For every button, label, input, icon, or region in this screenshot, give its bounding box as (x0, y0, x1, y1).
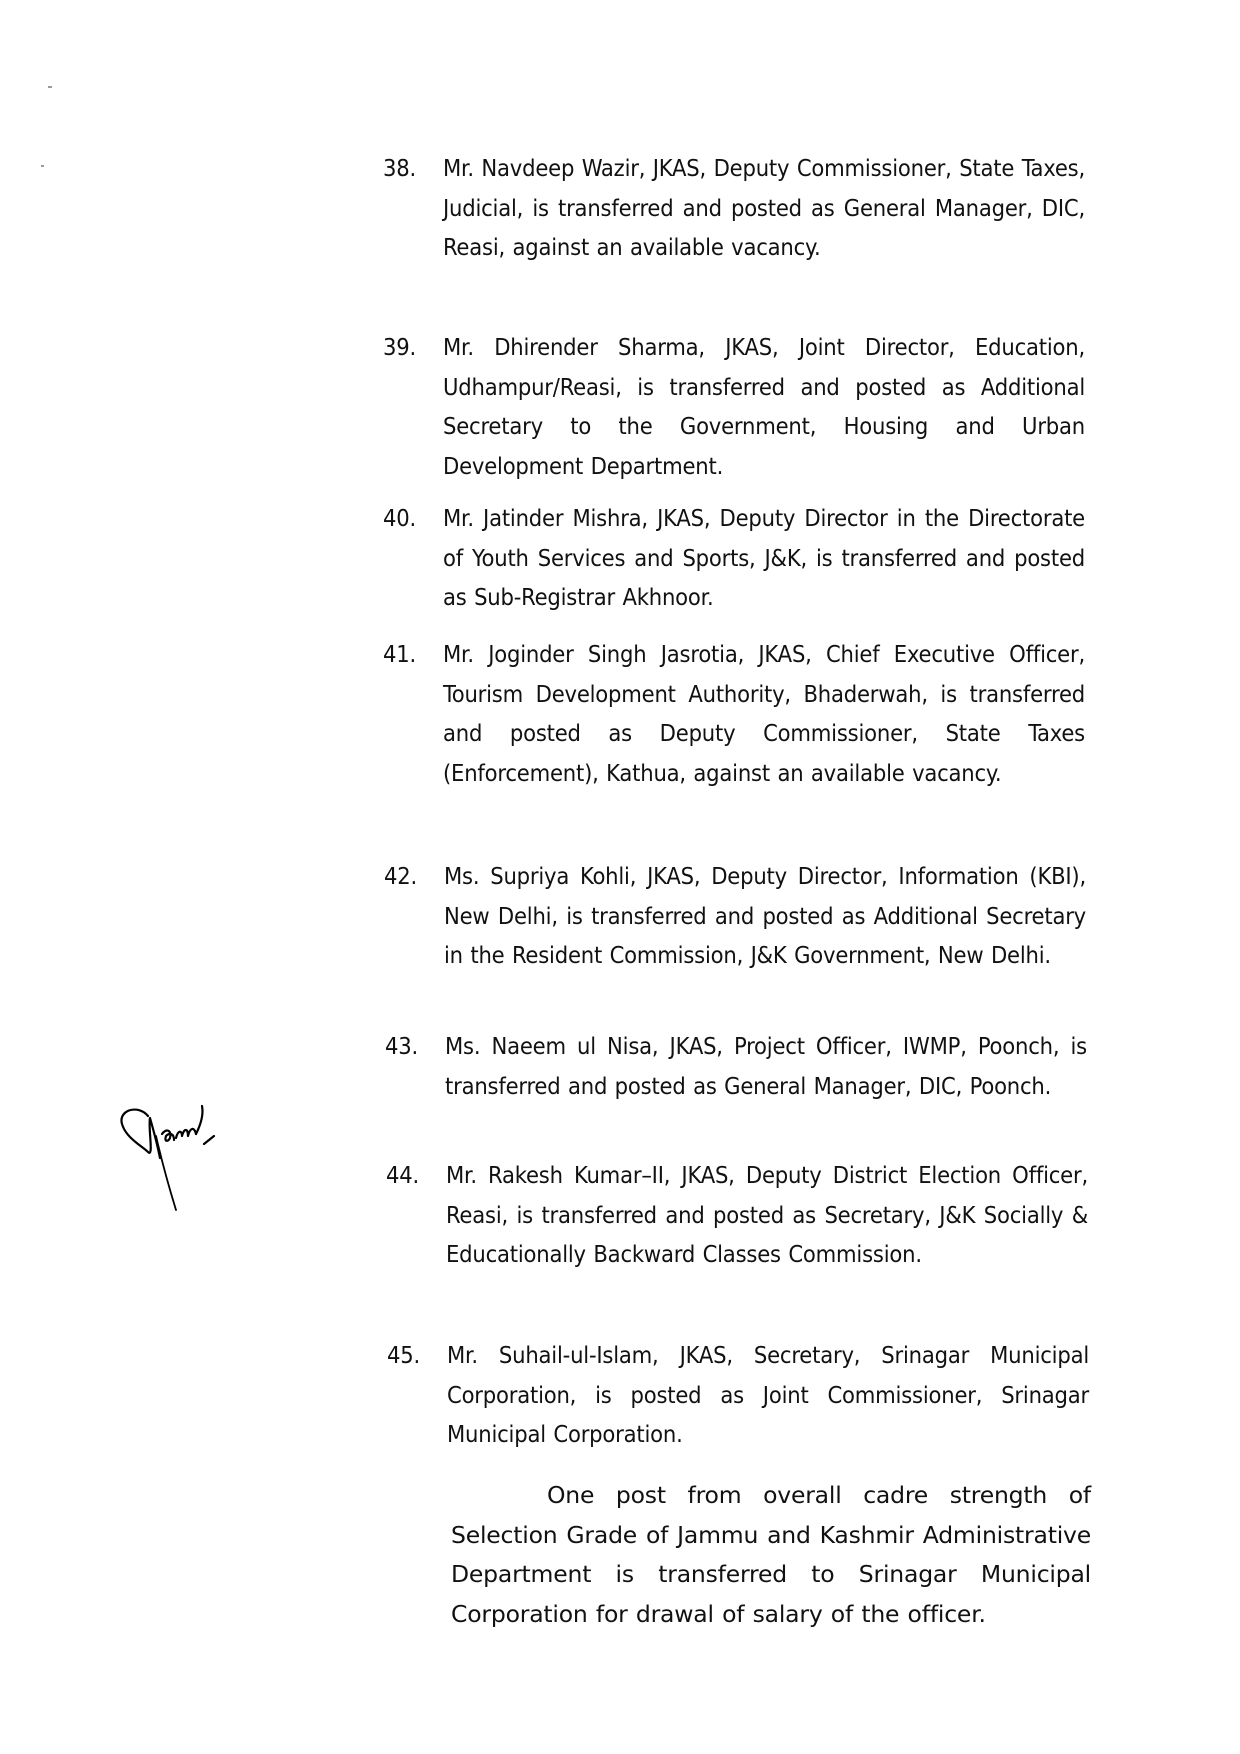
item-text: Mr. Jatinder Mishra, JKAS, Deputy Director in the Directorate of Youth Services and Sports, J&K, is transferred and posted as Sub-Registrar Akhnoor. (443, 504, 1085, 612)
list-item-43 (385, 1027, 1087, 1106)
list-item-42 (384, 857, 1086, 976)
item-text: Ms. Supriya Kohli, JKAS, Deputy Director, Information (KBI), New Delhi, is transferred and posted as Additional Secretary in the Resident Commission, J&K Government, New Delhi. (444, 862, 1086, 970)
item-number: 44. (386, 1161, 420, 1189)
list-item-45 (387, 1336, 1089, 1455)
item-number: 41. (383, 640, 417, 668)
list-item-39 (383, 328, 1085, 486)
list-item-38 (383, 149, 1085, 268)
list-item-41 (383, 635, 1085, 793)
cadre-note-paragraph: One post from overall cadre strength of Selection Grade of Jammu and Kashmir Administrative Department is transferred to Srinagar Municipal Corporation for drawal of salary of the officer. (451, 1481, 1091, 1628)
scan-speck (48, 86, 52, 88)
item-number: 40. (383, 504, 417, 532)
item-text: Mr. Dhirender Sharma, JKAS, Joint Director, Education, Udhampur/Reasi, is transferred and posted as Additional Secretary to the Government, Housing and Urban Development Department. (443, 333, 1085, 480)
item-number: 42. (384, 862, 418, 890)
item-text: Ms. Naeem ul Nisa, JKAS, Project Officer, IWMP, Poonch, is transferred and posted as General Manager, DIC, Poonch. (445, 1032, 1087, 1100)
list-item-40 (383, 499, 1085, 618)
item-number: 43. (385, 1032, 419, 1060)
item-number: 45. (387, 1341, 421, 1369)
item-text: Mr. Navdeep Wazir, JKAS, Deputy Commissioner, State Taxes, Judicial, is transferred and posted as General Manager, DIC, Reasi, against an available vacancy. (443, 154, 1085, 262)
scan-speck (41, 165, 44, 167)
handwritten-signature-icon (100, 1092, 220, 1212)
list-item-44 (386, 1156, 1088, 1275)
item-number: 38. (383, 154, 417, 182)
item-text: Mr. Rakesh Kumar–II, JKAS, Deputy District Election Officer, Reasi, is transferred and posted as Secretary, J&K Socially & Educationally Backward Classes Commission. (446, 1161, 1088, 1269)
item-text: Mr. Suhail-ul-Islam, JKAS, Secretary, Srinagar Municipal Corporation, is posted as Joint Commissioner, Srinagar Municipal Corporation. (447, 1341, 1089, 1449)
item-text: Mr. Joginder Singh Jasrotia, JKAS, Chief Executive Officer, Tourism Development Authority, Bhaderwah, is transferred and posted as Deputy Commissioner, State Taxes (Enforcement), Kathua, against an available vacancy. (443, 640, 1085, 787)
item-number: 39. (383, 333, 417, 361)
